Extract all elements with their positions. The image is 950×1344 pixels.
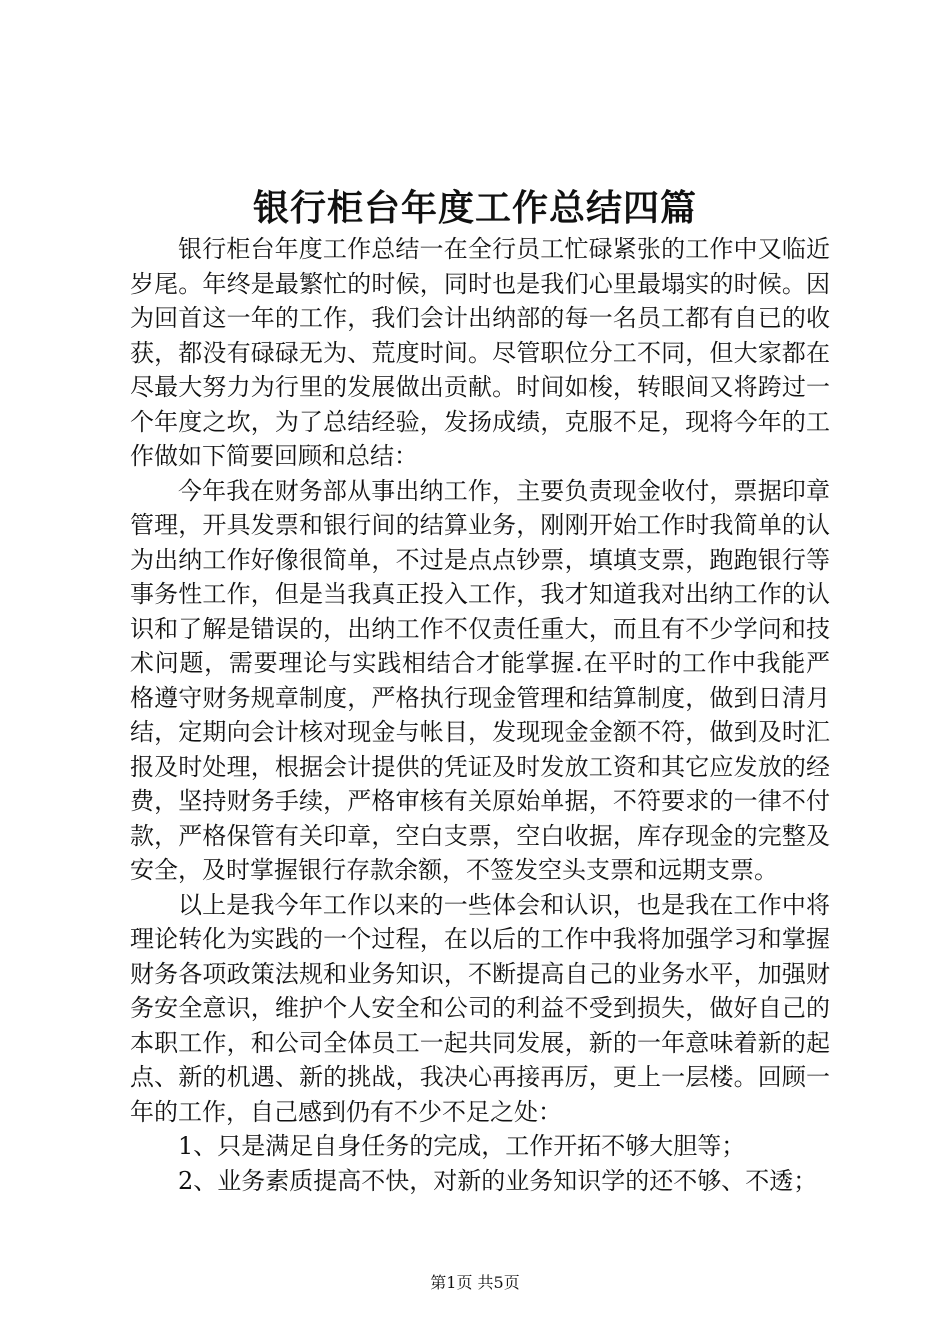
document-body — [130, 232, 830, 1198]
list-item-shortcoming-2: 2、业务素质提高不快，对新的业务知识学的还不够、不透； — [178, 1166, 818, 1195]
paragraph-work-duties: 今年我在财务部从事出纳工作，主要负责现金收付，票据印章管理，开具发票和银行间的结算业务，刚刚开始工作时我简单的认为出纳工作好像很简单，不过是点点钞票，填填支票，跑跑银行等事务性工作，但是当我真正投入工作，我才知道我对出纳工作的认识和了解是错误的，出纳工作不仅责任重大，而且有不少学问和技术问题，需要理论与实践相结合才能掌握.在平时的工作中我能严格遵守财务规章制度，严格执行现金管理和结算制度，做到日清月结，定期向会计核对现金与帐目，发现现金金额不符，做到及时汇报及时处理，根据会计提供的凭证及时发放工资和其它应发放的经费，坚持财务手续，严格审核有关原始单据，不符要求的一律不付款，严格保管有关印章，空白支票，空白收据，库存现金的完整及安全，及时掌握银行存款余额，不签发空头支票和远期支票。 — [130, 476, 830, 884]
page-number-footer: 第1页 共5页 — [430, 1273, 520, 1292]
paragraph-intro: 银行柜台年度工作总结一在全行员工忙碌紧张的工作中又临近岁尾。年终是最繁忙的时候，同时也是我们心里最塌实的时候。因为回首这一年的工作，我们会计出纳部的每一名员工都有自已的收获，都没有碌碌无为、荒度时间。尽管职位分工不同，但大家都在尽最大努力为行里的发展做出贡献。时间如梭，转眼间又将跨过一个年度之坎，为了总结经验，发扬成绩，克服不足，现将今年的工作做如下简要回顾和总结： — [130, 235, 830, 470]
document-title: 银行柜台年度工作总结四篇 — [252, 187, 697, 229]
paragraph-reflection: 以上是我今年工作以来的一些体会和认识，也是我在工作中将理论转化为实践的一个过程，在以后的工作中我将加强学习和掌握财务各项政策法规和业务知识，不断提高自己的业务水平，加强财务安全意识，维护个人安全和公司的利益不受到损失，做好自己的本职工作，和公司全体员工一起共同发展，新的一年意味着新的起点、新的机遇、新的挑战，我决心再接再厉，更上一层楼。回顾一年的工作，自己感到仍有不少不足之处： — [130, 890, 830, 1126]
list-item-shortcoming-1: 1、只是满足自身任务的完成，工作开拓不够大胆等； — [178, 1132, 746, 1160]
